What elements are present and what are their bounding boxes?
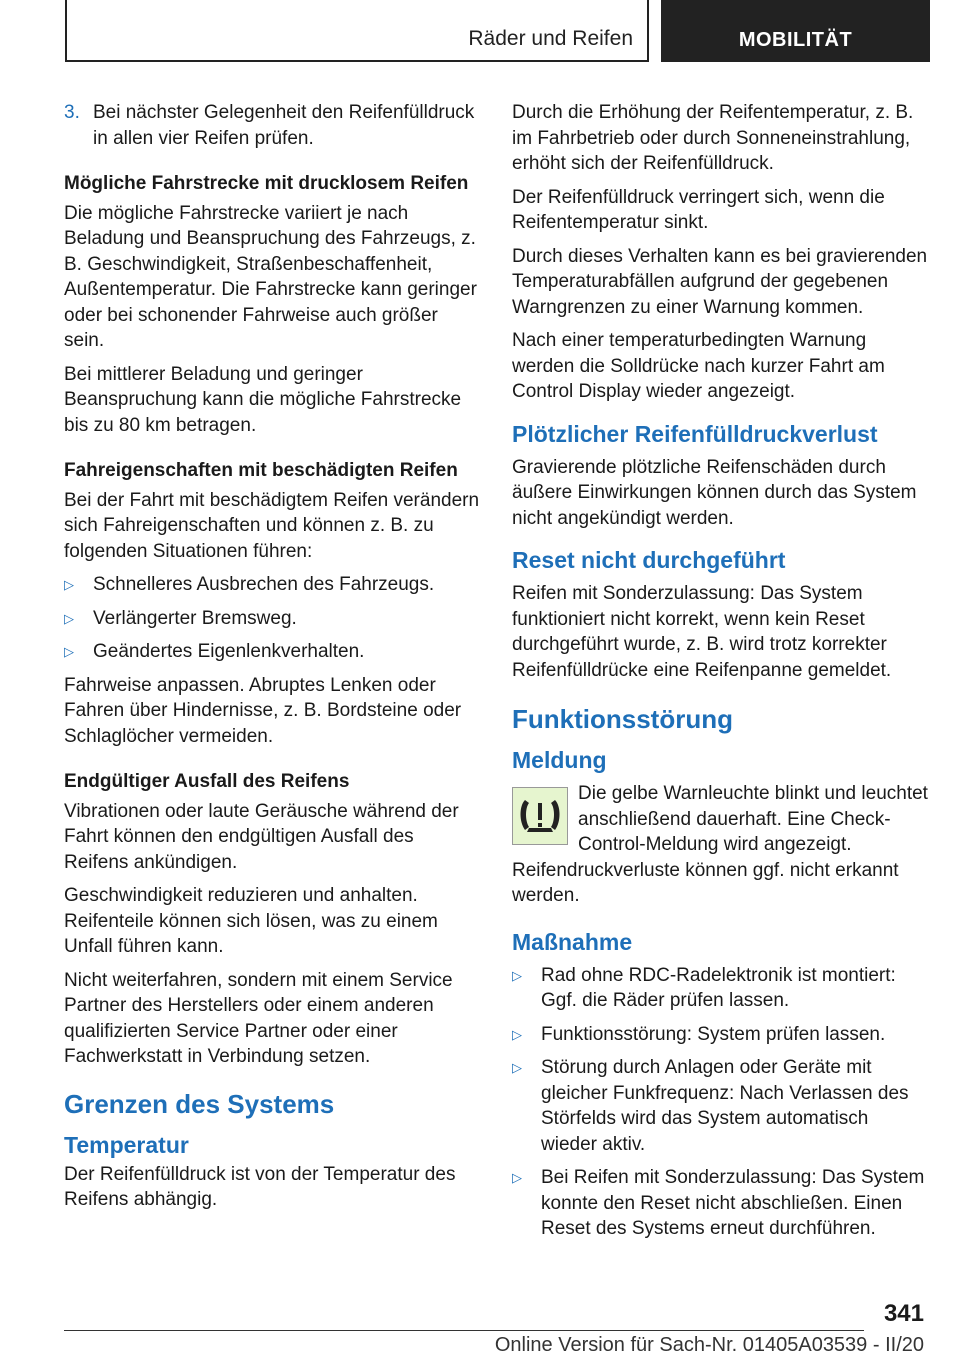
list-item-text: Bei Reifen mit Sonderzulassung: Das System konnte den Reset nicht abschließen. Einen Reset des Systems erneut durchführen.: [541, 1167, 925, 1239]
heading-ploetzlich: Plötzlicher Reifenfülldruckverlust: [512, 420, 878, 447]
left-column: [64, 100, 482, 1221]
paragraph: Die gelbe Warnleuchte blinkt und leuchtet anschließend dauerhaft. Eine Check-Control-Meldung wird angezeigt. Reifendruckverluste können ggf. nicht erkannt werden.: [512, 783, 928, 906]
list-item-text: Geändertes Eigenlenkverhalten.: [93, 641, 365, 662]
bullet-list: [512, 963, 928, 1242]
warning-block: [512, 781, 928, 909]
paragraph: Bei mittlerer Beladung und geringer Beanspruchung kann die mögliche Fahrstrecke bis zu 80 km betragen.: [64, 363, 462, 436]
list-item-text: Verlängerter Bremsweg.: [93, 607, 297, 629]
section-tab: [65, 0, 649, 62]
triangle-right-icon: ▷: [512, 967, 522, 983]
chapter-tab: MOBILITÄT: [661, 0, 930, 62]
heading-meldung: Meldung: [512, 747, 607, 773]
section-title: Räder und Reifen: [468, 27, 633, 50]
bullet-list: [64, 572, 482, 665]
paragraph: Bei der Fahrt mit beschädigtem Reifen verändern sich Fahreigenschaften und können z. B. zu folgenden Situationen führen:: [64, 489, 480, 562]
heading-massnahme: Maßnahme: [512, 928, 633, 955]
paragraph: Die mögliche Fahrstrecke variiert je nach Beladung und Beanspruchung des Fahrzeugs, z. B. Geschwindigkeit, Straßenbeschaffenheit, Außentemperatur. Die Fahrstrecke kann geringer oder bei schonender Fahrweise auch größer sein.: [64, 202, 477, 351]
step-3: [64, 100, 482, 151]
heading-reset: Reset nicht durchgeführt: [512, 547, 786, 573]
heading-grenzen: Grenzen des Systems: [64, 1088, 335, 1119]
paragraph: Durch dieses Verhalten kann es bei gravierenden Temperaturabfällen aufgrund der gegebenen Warngrenzen zu einer Warnung kommen.: [512, 245, 928, 318]
list-item-text: Störung durch Anlagen oder Geräte mit gleicher Funkfrequenz: Nach Verlassen des Störfelds wird das System automatisch wieder aktiv.: [541, 1057, 909, 1155]
step-number: 3.: [64, 102, 80, 123]
list-item: [512, 1055, 928, 1157]
page-header: [65, 0, 930, 64]
list-item: [64, 572, 482, 598]
footer-text: Online Version für Sach-Nr. 01405A03539 - II/20: [494, 1334, 924, 1356]
tire-pressure-warning-icon: [512, 787, 568, 845]
paragraph: Geschwindigkeit reduzieren und anhalten. Reifenteile können sich lösen, was zu einem Unfall führen kann.: [64, 885, 438, 957]
right-column: [512, 100, 928, 1250]
paragraph: Vibrationen oder laute Geräusche während der Fahrt können den endgültigen Ausfall des Reifens ankündigen.: [64, 800, 459, 873]
paragraph: Der Reifenfülldruck ist von der Temperatur des Reifens abhängig.: [64, 1163, 456, 1210]
heading-temperatur: Temperatur: [64, 1131, 189, 1158]
paragraph: Nicht weiterfahren, sondern mit einem Service Partner des Herstellers oder einem anderen qualifizierten Service Partner oder einer Fachwerkstatt in Verbindung setzen.: [64, 969, 453, 1067]
paragraph: Gravierende plötzliche Reifenschäden durch äußere Einwirkungen können durch das System nicht angekündigt werden.: [512, 456, 917, 529]
paragraph: Nach einer temperaturbedingten Warnung werden die Solldrücke nach kurzer Fahrt am Control Display wieder angezeigt.: [512, 330, 885, 402]
triangle-right-icon: ▷: [64, 610, 74, 626]
step-text: Bei nächster Gelegenheit den Reifenfülldruck in allen vier Reifen prüfen.: [93, 102, 475, 149]
footer-divider: [64, 1330, 864, 1331]
paragraph: Reifen mit Sonderzulassung: Das System funktioniert nicht korrekt, wenn kein Reset durchgeführt wurde, z. B. wird trotz korrekter Reifenfülldrücke eine Reifenpanne gemeldet.: [512, 583, 892, 681]
triangle-right-icon: ▷: [512, 1170, 522, 1185]
list-item: [64, 606, 482, 632]
subheading-fahrstrecke: Mögliche Fahrstrecke mit drucklosem Reifen: [64, 173, 469, 194]
list-item: [512, 1022, 928, 1048]
heading-funktionsstoerung: Funktionsstörung: [512, 704, 733, 734]
paragraph: Fahrweise anpassen. Abruptes Lenken oder Fahren über Hindernisse, z. B. Bordsteine oder Schlaglöcher vermeiden.: [64, 674, 462, 747]
subheading-ausfall: Endgültiger Ausfall des Reifens: [64, 771, 350, 792]
list-item: [512, 1165, 928, 1242]
list-item-text: Schnelleres Ausbrechen des Fahrzeugs.: [93, 574, 435, 595]
page-number: 341: [883, 1300, 924, 1327]
subheading-fahreigenschaften: Fahreigenschaften mit beschädigten Reifen: [64, 460, 458, 481]
triangle-right-icon: ▷: [64, 577, 74, 592]
list-item: [512, 963, 928, 1014]
triangle-right-icon: ▷: [512, 1060, 522, 1075]
triangle-right-icon: ▷: [512, 1026, 522, 1042]
paragraph: Durch die Erhöhung der Reifentemperatur, z. B. im Fahrbetrieb oder durch Sonneneinstrahlung, erhöht sich der Reifenfülldruck.: [512, 102, 914, 174]
paragraph: Der Reifenfülldruck verringert sich, wenn die Reifentemperatur sinkt.: [512, 186, 885, 233]
list-item-text: Funktionsstörung: System prüfen lassen.: [541, 1023, 886, 1045]
list-item-text: Rad ohne RDC-Radelektronik ist montiert: Ggf. die Räder prüfen lassen.: [541, 964, 896, 1011]
list-item: [64, 639, 482, 665]
triangle-right-icon: ▷: [64, 644, 74, 659]
